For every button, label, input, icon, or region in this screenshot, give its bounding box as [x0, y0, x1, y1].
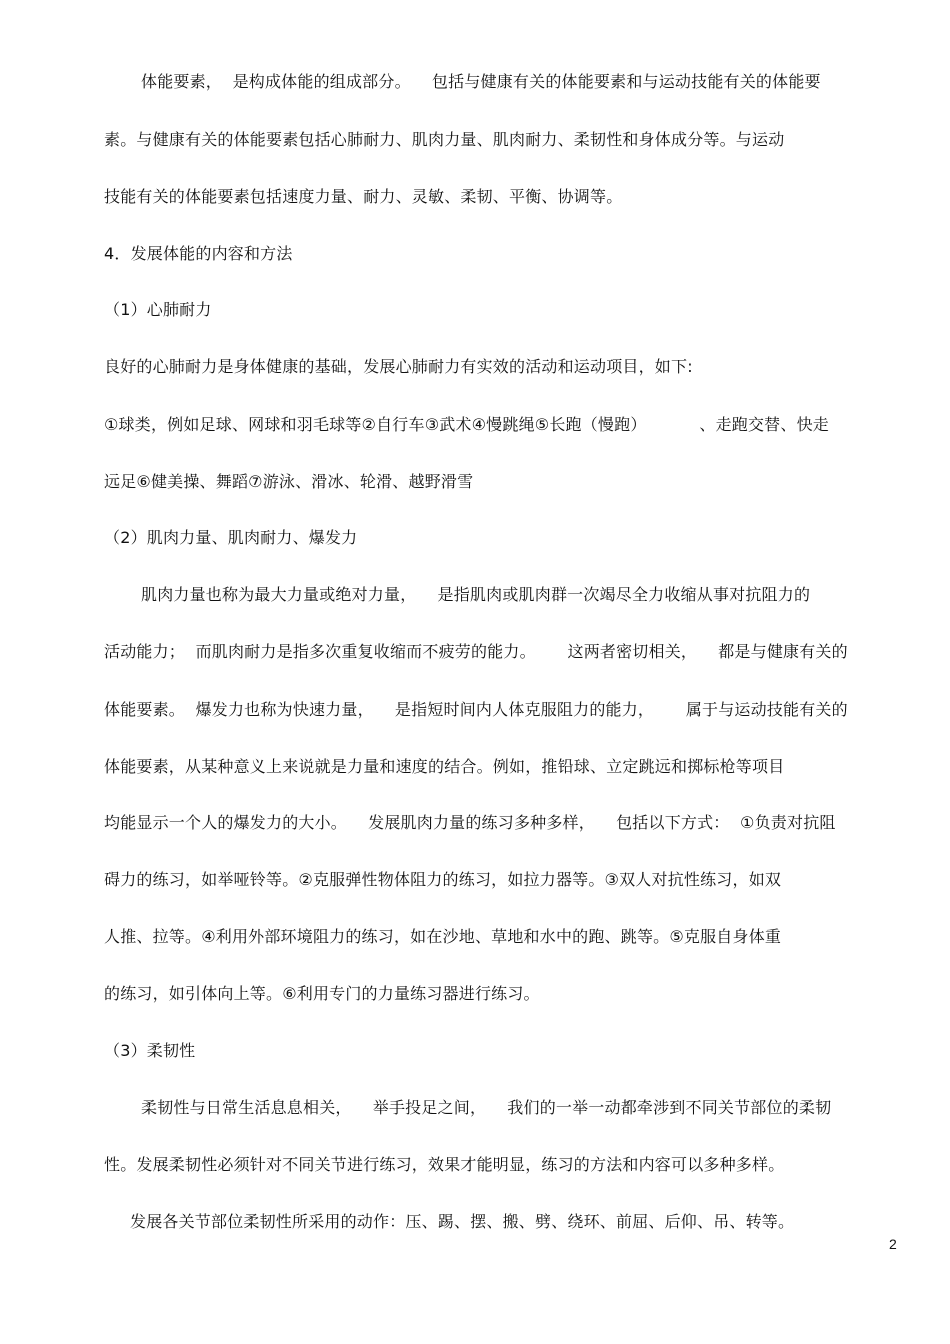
subheading-flexibility: （3）柔韧性	[104, 1041, 196, 1060]
paragraph-flexibility-line-3: 发展各关节部位柔韧性所采用的动作：压、踢、摆、搬、劈、绕环、前屈、后仰、吊、转等。	[130, 1212, 795, 1231]
paragraph-strength-line-8: 的练习，如引体向上等。⑥利用专门的力量练习器进行练习。	[104, 984, 540, 1003]
paragraph-fitness-elements-line-1: 体能要素， 是构成体能的组成部分。 包括与健康有关的体能要素和与运动技能有关的体能要	[141, 72, 821, 91]
subheading-muscle-strength: （2）肌肉力量、肌肉耐力、爆发力	[104, 528, 358, 547]
paragraph-cardio-list-line-1: ①球类，例如足球、网球和羽毛球等②自行车③武术④慢跳绳⑤长跑（慢跑） 、走跑交替、快走	[104, 415, 829, 434]
paragraph-strength-line-3: 体能要素。 爆发力也称为快速力量， 是指短时间内人体克服阻力的能力， 属于与运动技能有关的	[104, 700, 848, 719]
paragraph-strength-line-5: 均能显示一个人的爆发力的大小。 发展肌肉力量的练习多种多样， 包括以下方式： ①负责对抗阻	[104, 813, 836, 832]
section-heading-4: 4．发展体能的内容和方法	[104, 244, 293, 263]
paragraph-cardio-intro: 良好的心肺耐力是身体健康的基础，发展心肺耐力有实效的活动和运动项目，如下:	[104, 357, 693, 376]
paragraph-strength-line-1: 肌肉力量也称为最大力量或绝对力量， 是指肌肉或肌肉群一次竭尽全力收缩从事对抗阻力的	[141, 585, 811, 604]
subheading-cardio-endurance: （1）心肺耐力	[104, 300, 212, 319]
paragraph-strength-line-4: 体能要素，从某种意义上来说就是力量和速度的结合。例如，推铅球、立定跳远和掷标枪等项目	[104, 757, 785, 776]
paragraph-flexibility-line-1: 柔韧性与日常生活息息相关， 举手投足之间， 我们的一举一动都牵涉到不同关节部位的柔韧	[141, 1098, 832, 1117]
paragraph-strength-line-7: 人推、拉等。④利用外部环境阻力的练习，如在沙地、草地和水中的跑、跳等。⑤克服自身体重	[104, 927, 782, 946]
page-number: 2	[889, 1236, 897, 1252]
paragraph-fitness-elements-line-3: 技能有关的体能要素包括速度力量、耐力、灵敏、柔韧、平衡、协调等。	[104, 187, 623, 206]
paragraph-strength-line-2: 活动能力； 而肌肉耐力是指多次重复收缩而不疲劳的能力。 这两者密切相关， 都是与健康有关的	[104, 642, 848, 661]
paragraph-cardio-list-line-2: 远足⑥健美操、舞蹈⑦游泳、滑冰、轮滑、越野滑雪	[104, 472, 474, 491]
paragraph-flexibility-line-2: 性。发展柔韧性必须针对不同关节进行练习，效果才能明显，练习的方法和内容可以多种多样。	[104, 1155, 785, 1174]
paragraph-fitness-elements-line-2: 素。与健康有关的体能要素包括心肺耐力、肌肉力量、肌肉耐力、柔韧性和身体成分等。与运动	[104, 130, 785, 149]
paragraph-strength-line-6: 碍力的练习，如举哑铃等。②克服弹性物体阻力的练习，如拉力器等。③双人对抗性练习，如双	[104, 870, 782, 889]
